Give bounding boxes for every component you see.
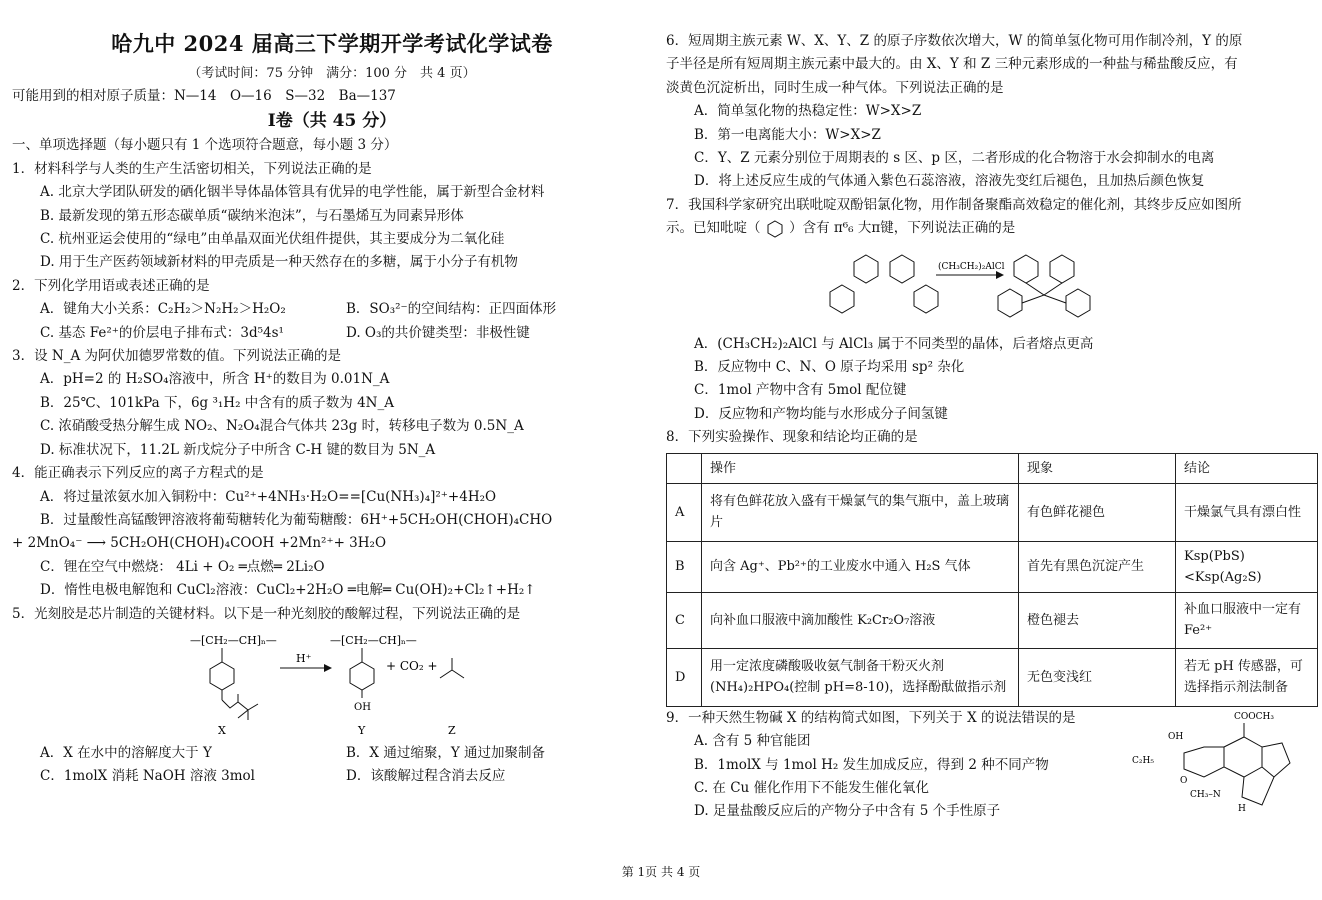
- table-cell-operation: 向补血口服液中滴加酸性 K₂Cr₂O₇溶液: [702, 592, 1019, 648]
- q5-x-polymer-text: —[CH₂—CH]ₙ—: [190, 633, 277, 647]
- q9-option-a: A. 含有 5 种官能团: [694, 733, 811, 750]
- q9-fig-cooch3: COOCH₃: [1234, 711, 1274, 722]
- q7-bipyridine-ring-2: [890, 255, 914, 283]
- table-row: [667, 592, 1318, 648]
- q1-option-c: C. 杭州亚运会使用的“绿电”由单晶双面光伏组件提供，其主要成分为二氧化硅: [40, 231, 505, 248]
- table-cell-phenomenon: 首先有黑色沉淀产生: [1019, 541, 1176, 592]
- q7-product-ring-2: [1050, 255, 1074, 283]
- q7-phenol-ring-2: [914, 285, 938, 313]
- q4-option-c: C．锂在空气中燃烧： 4Li + O₂ ═点燃═ 2Li₂O: [40, 558, 325, 575]
- q2-option-c: C. 基态 Fe²⁺的价层电子排布式：3d⁵4s¹: [40, 324, 284, 341]
- q7-figure: [666, 245, 1314, 329]
- q6-option-d: D．将上述反应生成的气体通入紫色石蕊溶液，溶液先变红后褪色，且加热后颜色恢复: [694, 173, 1205, 190]
- q2-stem: 2．下列化学用语或表述正确的是: [12, 277, 210, 294]
- q5-y-polymer-text: —[CH₂—CH]ₙ—: [330, 633, 417, 647]
- q5-reaction-diagram: [12, 630, 652, 738]
- q3-option-c: C. 浓硝酸受热分解生成 NO₂、N₂O₄混合气体共 23g 时，转移电子数为 0.5N_A: [40, 418, 524, 435]
- q5-option-b: B．X 通过缩聚，Y 通过加聚制备: [346, 744, 546, 761]
- q6-stem-line2: 子半径是所有短周期主族元素中最大的。由 X、Y 和 Z 三种元素形成的一种盐与稀盐酸反应，有: [666, 56, 1238, 73]
- q4-option-a: A．将过量浓氨水加入铜粉中：Cu²⁺+4NH₃·H₂O==[Cu(NH₃)₄]²⁺+4H₂O: [40, 488, 497, 505]
- q5-label-y: Y: [358, 723, 366, 737]
- q5-arrow-label: H⁺: [296, 651, 312, 665]
- q2-option-a: A．键角大小关系：C₂H₂＞N₂H₂＞H₂O₂: [40, 301, 286, 318]
- q5-plus-co2: + CO₂ +: [386, 658, 438, 673]
- q7-option-a: A．(CH₃CH₂)₂AlCl 与 AlCl₃ 属于不同类型的晶体，后者熔点更高: [694, 335, 1094, 352]
- q5-figure: [12, 630, 652, 738]
- q7-bipyridine-ring-1: [854, 255, 878, 283]
- q5-row1: [12, 742, 652, 765]
- q9-ring-2: [1262, 743, 1290, 777]
- q9-ring-3: [1184, 747, 1224, 777]
- table-cell-phenomenon: 无色变浅红: [1019, 648, 1176, 706]
- table-header-cell: 现象: [1019, 453, 1176, 483]
- q5-arrow-head: [324, 664, 332, 672]
- q5-label-x: X: [218, 723, 226, 737]
- table-cell-operation: 将有色鲜花放入盛有干燥氯气的集气瓶中，盖上玻璃片: [702, 483, 1019, 541]
- q5-z-structure: [440, 658, 464, 678]
- q9-fig-h: H: [1238, 803, 1246, 814]
- table-header-cell: 结论: [1176, 453, 1318, 483]
- table-cell-conclusion: 若无 pH 传感器，可选择指示剂法制备: [1176, 648, 1318, 706]
- table-cell-phenomenon: 有色鲜花褪色: [1019, 483, 1176, 541]
- q3-option-d: D. 标准状况下，11.2L 新戊烷分子中所含 C-H 键的数目为 5N_A: [40, 441, 436, 458]
- table-row: [667, 648, 1318, 706]
- q5-x-ring: [210, 662, 234, 690]
- q5-y-oh: OH: [354, 701, 371, 713]
- table-cell-phenomenon: 橙色褪去: [1019, 592, 1176, 648]
- q9-fig-ch3n: CH₃–N: [1190, 789, 1221, 800]
- table-cell-label: A: [667, 483, 702, 541]
- q6-stem-line1: 6．短周期主族元素 W、X、Y、Z 的原子序数依次增大，W 的简单氢化物可用作制冷剂，Y 的原: [666, 33, 1243, 49]
- right-column: [666, 30, 1314, 824]
- q5-option-c: C．1molX 消耗 NaOH 溶液 3mol: [40, 768, 255, 785]
- q6-option-a: A．简单氢化物的热稳定性：W>X>Z: [694, 103, 922, 120]
- q3-option-b: B．25℃、101kPa 下，6g ³₁H₂ 中含有的质子数为 4N_A: [40, 394, 394, 411]
- q7-reaction-diagram: [666, 245, 1314, 329]
- q5-x-boc-group: [222, 694, 258, 720]
- q2-row2: [12, 322, 652, 345]
- q6-option-b: B．第一电离能大小：W>X>Z: [694, 126, 881, 143]
- q9-block: [666, 707, 1314, 824]
- q9-ring-1: [1224, 737, 1262, 777]
- q4-option-b: B．过量酸性高锰酸钾溶液将葡萄糖转化为葡萄糖酸：6H⁺+5CH₂OH(CHOH)₄CHO: [40, 511, 553, 528]
- table-row: [667, 483, 1318, 541]
- q4-stem: 4．能正确表示下列反应的离子方程式的是: [12, 465, 264, 482]
- section-title: Ⅰ卷（共 45 分）: [267, 111, 397, 132]
- q8-stem: 8．下列实验操作、现象和结论均正确的是: [666, 429, 918, 446]
- q5-option-a: A．X 在水中的溶解度大于 Y: [40, 744, 212, 761]
- table-header-row: [667, 453, 1318, 483]
- q9-option-c: C. 在 Cu 催化作用下不能发生催化氧化: [694, 779, 930, 796]
- q9-fig-o: O: [1180, 775, 1188, 786]
- table-header-cell: 操作: [702, 453, 1019, 483]
- table-cell-conclusion: 补血口服液中一定有 Fe²⁺: [1176, 592, 1318, 648]
- q7-stem-line2: [666, 217, 1314, 240]
- q1-option-d: D. 用于生产医药领域新材料的甲壳质是一种天然存在的多糖，属于小分子有机物: [40, 254, 518, 271]
- q7-product-ring-4: [1066, 289, 1090, 317]
- q9-ring-4: [1242, 777, 1274, 805]
- table-cell-conclusion: 干燥氯气具有漂白性: [1176, 483, 1318, 541]
- q7-product-ring-1: [1014, 255, 1038, 283]
- q7-option-b: B．反应物中 C、N、O 原子均采用 sp² 杂化: [694, 359, 965, 376]
- q5-stem: 5．光刻胶是芯片制造的关键材料。以下是一种光刻胶的酸解过程，下列说法正确的是: [12, 605, 521, 622]
- q7-option-d: D．反应物和产物均能与水形成分子间氢键: [694, 405, 948, 422]
- q7-reagent: (CH₃CH₂)₂AlCl: [938, 261, 1005, 272]
- table-row: [667, 541, 1318, 592]
- part-title: 一、单项选择题（每小题只有 1 个选项符合题意，每小题 3 分）: [12, 137, 398, 154]
- q9-option-b: B．1molX 与 1mol H₂ 发生加成反应，得到 2 种不同产物: [694, 756, 1049, 773]
- q3-stem: 3．设 N_A 为阿伏加德罗常数的值。下列说法正确的是: [12, 348, 341, 365]
- pyridine-ring-icon: [765, 219, 785, 239]
- q8-table: [666, 453, 1318, 707]
- q5-label-z: Z: [448, 723, 456, 737]
- q1-option-b: B. 最新发现的第五形态碳单质“碳纳米泡沫”，与石墨烯互为同素异形体: [40, 207, 464, 224]
- q2-row1: [12, 298, 652, 321]
- exam-title: 哈九中 2024 届高三下学期开学考试化学试卷: [111, 31, 553, 56]
- q9-stem: 9．一种天然生物碱 X 的结构简式如图，下列关于 X 的说法错误的是: [666, 709, 1076, 726]
- q7-product-ring-3: [998, 289, 1022, 317]
- atomic-mass: 可能用到的相对原子质量：N—14 O—16 S—32 Ba—137: [12, 88, 396, 104]
- q1-stem: 1．材料科学与人类的生产生活密切相关，下列说法正确的是: [12, 160, 372, 177]
- exam-info: （考试时间：75 分钟 满分：100 分 共 4 页）: [188, 66, 476, 81]
- q5-option-d: D．该酸解过程含消去反应: [346, 768, 506, 785]
- q5-row2: [12, 765, 652, 788]
- q6-option-c: C．Y、Z 元素分别位于周期表的 s 区、p 区，二者形成的化合物溶于水会抑制水的电离: [694, 150, 1215, 167]
- table-cell-label: C: [667, 592, 702, 648]
- q7-arrow-head: [996, 271, 1004, 279]
- q7-option-c: C．1mol 产物中含有 5mol 配位键: [694, 382, 907, 399]
- q9-fig-oh: OH: [1168, 731, 1184, 742]
- q2-option-b: B．SO₃²⁻的空间结构：正四面体形: [346, 301, 557, 318]
- table-cell-label: B: [667, 541, 702, 592]
- left-column: [12, 28, 652, 789]
- q1-option-a: A. 北京大学团队研发的硒化铟半导体晶体管具有优异的电学性能，属于新型合金材料: [40, 184, 545, 201]
- q4-option-d: D．惰性电极电解饱和 CuCl₂溶液：CuCl₂+2H₂O ═电解═ Cu(OH)₂+Cl₂↑+H₂↑: [40, 582, 536, 599]
- table-cell-conclusion: Ksp(PbS)<Ksp(Ag₂S): [1176, 541, 1318, 592]
- q7-stem-part1: 示。已知吡啶（: [666, 220, 761, 237]
- q5-y-ring: [350, 662, 374, 690]
- q7-phenol-ring-1: [830, 285, 854, 313]
- table-cell-label: D: [667, 648, 702, 706]
- q6-stem-line3: 淡黄色沉淀析出，同时生成一种气体。下列说法正确的是: [666, 79, 1004, 96]
- q4-option-b-cont: + 2MnO₄⁻ ⟶ 5CH₂OH(CHOH)₄COOH +2Mn²⁺+ 3H₂O: [12, 535, 387, 552]
- table-header-cell: [667, 453, 702, 483]
- q9-fig-c2h5: C₂H₅: [1132, 755, 1154, 766]
- q7-al-coordination: [1022, 283, 1066, 303]
- table-cell-operation: 向含 Ag⁺、Pb²⁺的工业废水中通入 H₂S 气体: [702, 541, 1019, 592]
- q9-option-d: D. 足量盐酸反应后的产物分子中含有 5 个手性原子: [694, 803, 1001, 820]
- q9-alkaloid-structure: [1124, 707, 1304, 817]
- q7-stem-part2: ）含有 π⁶₆ 大π键，下列说法正确的是: [789, 220, 1016, 237]
- q2-option-d: D. O₃的共价键类型：非极性键: [346, 324, 530, 341]
- page-footer: 第 1页 共 4 页: [621, 865, 701, 879]
- q7-stem-line1: 7．我国科学家研究出联吡啶双酚铝氯化物，用作制备聚酯高效稳定的催化剂，其终步反应如图所: [666, 196, 1242, 213]
- table-cell-operation: 用一定浓度磷酸吸收氨气制备干粉灭火剂 (NH₄)₂HPO₄(控制 pH=8-10)，选择酚酞做指示剂: [702, 648, 1019, 706]
- q3-option-a: A．pH=2 的 H₂SO₄溶液中，所含 H⁺的数目为 0.01N_A: [40, 371, 390, 388]
